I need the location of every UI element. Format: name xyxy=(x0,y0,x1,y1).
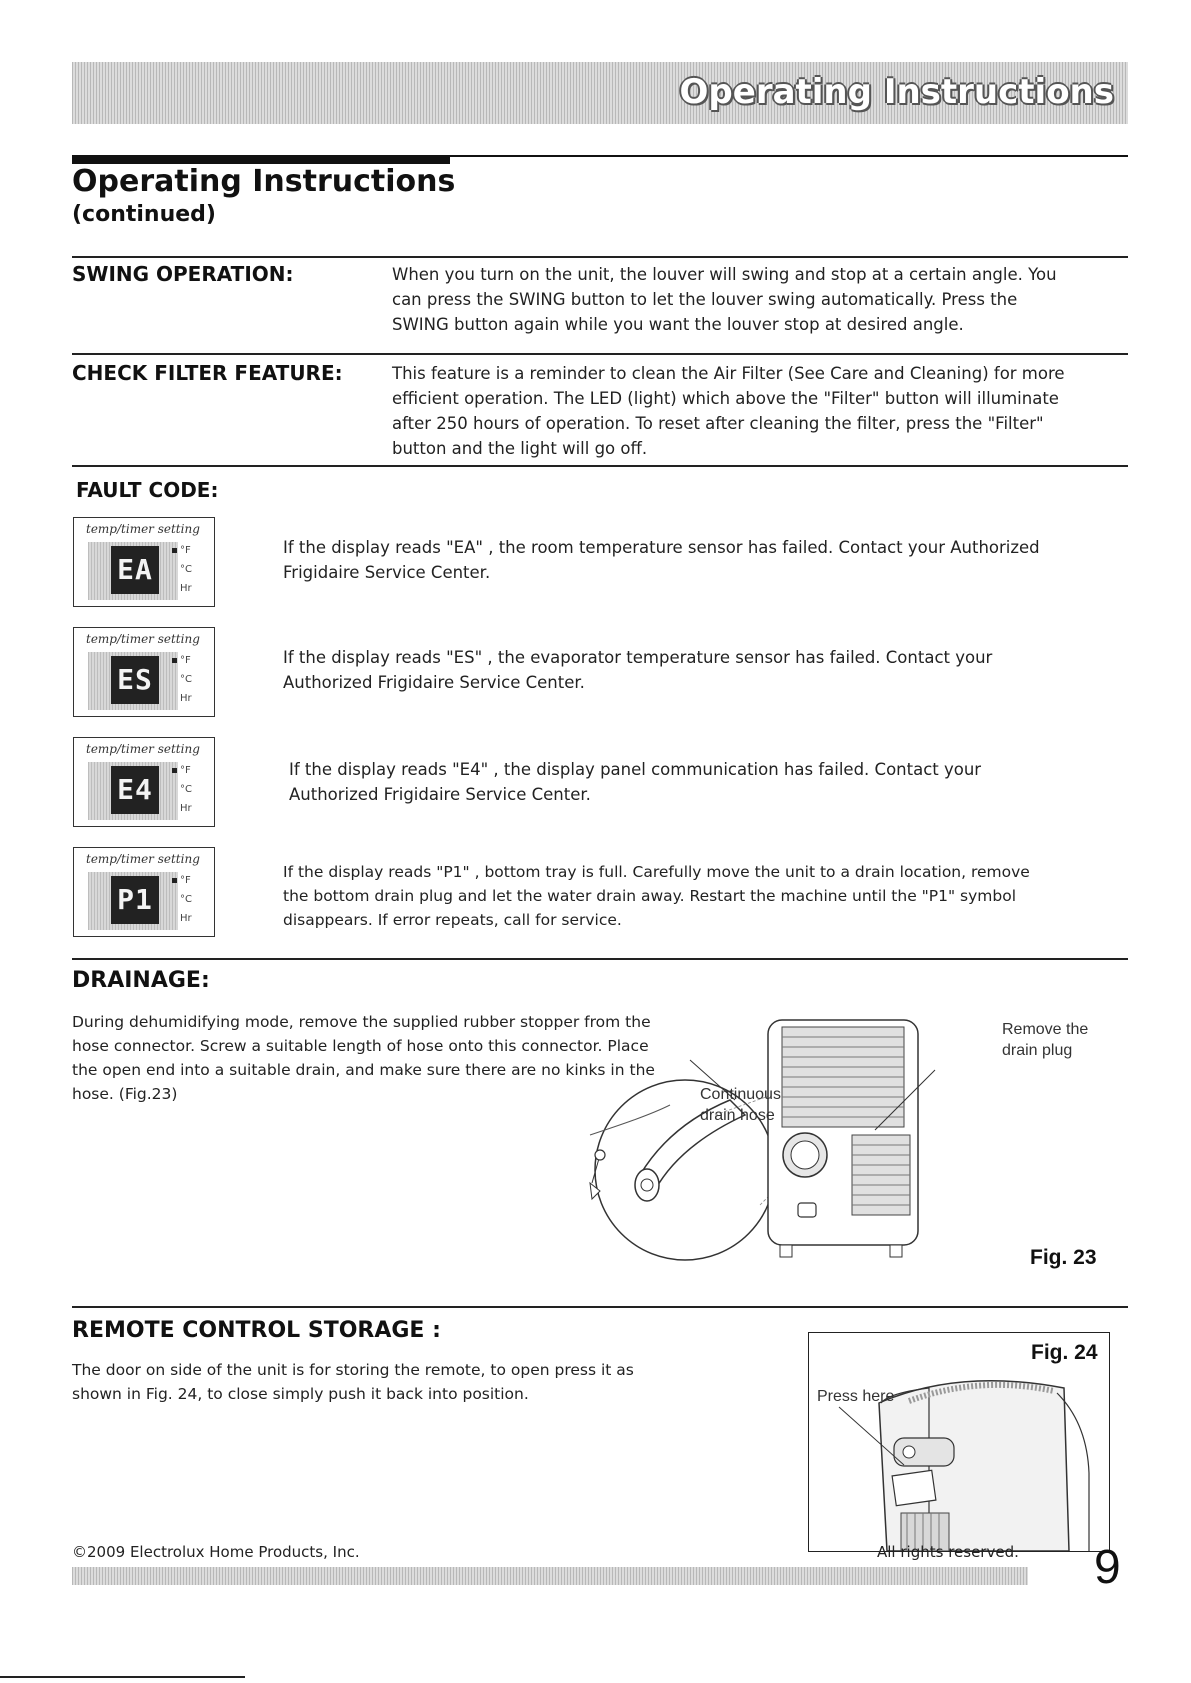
text-line: button and the light will go off. xyxy=(392,439,648,458)
text-line: If the display reads "P1" , bottom tray is full. Carefully move the unit to a drain location, remove xyxy=(283,863,1030,881)
swing-label: SWING OPERATION: xyxy=(72,262,294,286)
indicator-dot xyxy=(172,878,177,883)
display-panel-es xyxy=(73,627,215,717)
figure-24-illustration xyxy=(809,1333,1109,1551)
text-line: If the display reads "ES" , the evaporator temperature sensor has failed. Contact your xyxy=(283,648,993,667)
display-screen xyxy=(88,762,178,820)
banner-title: Operating Instructions xyxy=(679,72,1114,112)
indicator-dot xyxy=(172,658,177,663)
unit-f: °F xyxy=(180,545,191,556)
callout-drain-plug xyxy=(1002,1019,1088,1061)
text-line: If the display reads "E4" , the display panel communication has failed. Contact your xyxy=(289,760,982,779)
text-line: If the display reads "EA" , the room temperature sensor has failed. Contact your Authorized xyxy=(283,538,1040,557)
fault-code-ea: EA xyxy=(111,546,159,594)
unit-hr: Hr xyxy=(180,913,192,924)
page-number: 9 xyxy=(1094,1541,1121,1594)
swing-text xyxy=(392,262,1132,337)
fault-code-p1: P1 xyxy=(111,876,159,924)
unit-c: °C xyxy=(180,784,192,795)
callout-line: Continuous xyxy=(700,1086,781,1103)
fault-code-e4: E4 xyxy=(111,766,159,814)
figure-23-label: Fig. 23 xyxy=(1030,1246,1097,1269)
unit-c: °C xyxy=(180,894,192,905)
fault-text-es xyxy=(283,645,1133,695)
rights-text: All rights reserved. xyxy=(877,1543,1019,1561)
text-line: The door on side of the unit is for storing the remote, to open press it as xyxy=(72,1361,634,1379)
callout-line: drain hose xyxy=(700,1107,775,1124)
text-line: disappears. If error repeats, call for service. xyxy=(283,911,622,929)
callout-press-here: Press here xyxy=(817,1388,895,1405)
display-caption: temp/timer setting xyxy=(86,632,200,646)
unit-hr: Hr xyxy=(180,583,192,594)
text-line: Authorized Frigidaire Service Center. xyxy=(283,673,585,692)
figure-24-label: Fig. 24 xyxy=(1031,1341,1098,1364)
section-divider xyxy=(72,958,1128,960)
unit-f: °F xyxy=(180,875,191,886)
unit-f: °F xyxy=(180,765,191,776)
section-divider xyxy=(72,353,1128,355)
text-line: hose. (Fig.23) xyxy=(72,1085,178,1103)
display-screen xyxy=(88,542,178,600)
text-line: after 250 hours of operation. To reset after cleaning the filter, press the "Filter" xyxy=(392,414,1044,433)
display-panel-p1 xyxy=(73,847,215,937)
fault-text-e4 xyxy=(289,757,1139,807)
callout-line: drain plug xyxy=(1002,1042,1073,1059)
copyright-text: ©2009 Electrolux Home Products, Inc. xyxy=(72,1543,360,1561)
unit-c: °C xyxy=(180,564,192,575)
header-banner xyxy=(72,62,1128,124)
text-line: shown in Fig. 24, to close simply push it back into position. xyxy=(72,1385,529,1403)
callout-line: Remove the xyxy=(1002,1021,1089,1038)
text-line: SWING button again while you want the louver stop at desired angle. xyxy=(392,315,964,334)
section-divider xyxy=(72,465,1128,467)
unit-f: °F xyxy=(180,655,191,666)
callout-drain-hose xyxy=(700,1084,781,1126)
text-line: efficient operation. The LED (light) which above the "Filter" button will illuminate xyxy=(392,389,1059,408)
page-subtitle: (continued) xyxy=(72,202,216,227)
indicator-dot xyxy=(172,768,177,773)
text-line: the bottom drain plug and let the water drain away. Restart the machine until the "P1" symbol xyxy=(283,887,1017,905)
display-panel-ea xyxy=(73,517,215,607)
unit-hr: Hr xyxy=(180,693,192,704)
text-line: can press the SWING button to let the louver swing automatically. Press the xyxy=(392,290,1018,309)
indicator-dot xyxy=(172,548,177,553)
text-line: hose connector. Screw a suitable length of hose onto this connector. Place xyxy=(72,1037,649,1055)
check-filter-label: CHECK FILTER FEATURE: xyxy=(72,361,343,385)
text-line: Authorized Frigidaire Service Center. xyxy=(289,785,591,804)
unit-c: °C xyxy=(180,674,192,685)
unit-hr: Hr xyxy=(180,803,192,814)
text-line: This feature is a reminder to clean the Air Filter (See Care and Cleaning) for more xyxy=(392,364,1065,383)
display-screen xyxy=(88,652,178,710)
display-caption: temp/timer setting xyxy=(86,522,200,536)
section-divider xyxy=(72,256,1128,258)
check-filter-text xyxy=(392,361,1132,461)
page-title: Operating Instructions xyxy=(72,164,456,199)
title-rule-heavy xyxy=(72,155,450,164)
bottom-edge-line xyxy=(0,1676,245,1678)
text-line: Frigidaire Service Center. xyxy=(283,563,491,582)
title-rule-thin xyxy=(450,155,1128,157)
fault-text-p1 xyxy=(283,860,1143,932)
fault-code-es: ES xyxy=(111,656,159,704)
display-panel-e4 xyxy=(73,737,215,827)
display-screen xyxy=(88,872,178,930)
footer-band xyxy=(72,1567,1028,1585)
text-line: the open end into a suitable drain, and make sure there are no kinks in the xyxy=(72,1061,655,1079)
drainage-label: DRAINAGE: xyxy=(72,968,210,993)
figure-24-frame xyxy=(808,1332,1110,1552)
display-caption: temp/timer setting xyxy=(86,852,200,866)
remote-storage-text xyxy=(72,1358,752,1406)
section-divider xyxy=(72,1306,1128,1308)
display-caption: temp/timer setting xyxy=(86,742,200,756)
fault-text-ea xyxy=(283,535,1133,585)
text-line: When you turn on the unit, the louver will swing and stop at a certain angle. You xyxy=(392,265,1057,284)
text-line: During dehumidifying mode, remove the supplied rubber stopper from the xyxy=(72,1013,651,1031)
remote-storage-label: REMOTE CONTROL STORAGE : xyxy=(72,1318,441,1343)
fault-code-label: FAULT CODE: xyxy=(76,478,219,502)
